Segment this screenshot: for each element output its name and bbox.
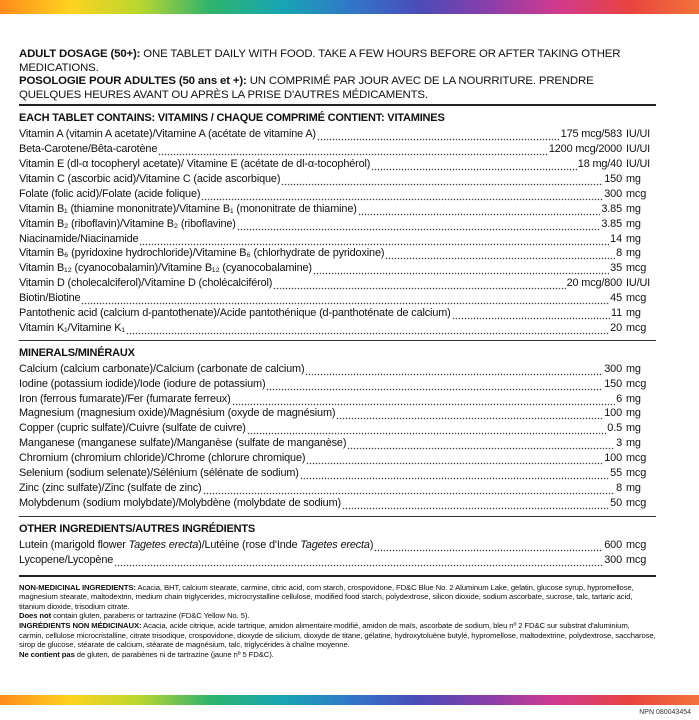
vitamin-row — [19, 275, 656, 290]
mineral-name: Iodine (potassium iodide)/Iode (iodure de potassium) — [19, 377, 266, 390]
mineral-row — [19, 361, 656, 376]
mineral-unit: mg — [626, 481, 641, 494]
dot-leader — [452, 309, 610, 320]
vitamin-row — [19, 201, 656, 216]
dot-leader — [306, 454, 603, 465]
minerals-header: MINERALS/MINÉRAUX — [19, 346, 135, 359]
dosage-en-label: ADULT DOSAGE (50+): — [19, 48, 141, 60]
vitamin-amount: 45 — [610, 292, 622, 305]
vitamin-amount: 8 — [616, 247, 622, 260]
nmi-text: Acacia, BHT, calcium stearate, carmine, citric acid, corn starch, crospovidone, FD&C Blue No. 2 Aluminum Lake, gelatin, glucose syrup, hypromellose, magnesium stearate, maltodextrin, medium chain triglycerides, microcrystalline cellulose, modified food starch, polydextrose, silicon dioxide, sodium ascorbate, sucrose, talc, tartaric acid, titanium dioxide, trisodium citrate. — [19, 582, 634, 611]
mineral-row — [19, 480, 656, 495]
dot-leader — [374, 541, 603, 552]
mineral-amount: 55 — [610, 466, 622, 479]
mineral-name: Magnesium (magnesium oxide)/Magnésium (oxyde de magnésium) — [19, 407, 336, 420]
vitamin-amount: 11 — [610, 306, 622, 319]
vitamin-unit: mg — [626, 306, 641, 319]
dnc-label: Does not — [19, 611, 52, 621]
npn-number: NPN 08004345​4 — [639, 709, 691, 716]
ingredient-name: Lutein (marigold flower Tagetes erecta)/Lutéine (rose d'Inde Tagetes erecta) — [19, 538, 374, 551]
mineral-row — [19, 406, 656, 421]
ingredient-row-lutein — [19, 537, 656, 552]
mineral-row — [19, 376, 656, 391]
mineral-unit: mcg — [626, 377, 647, 390]
mineral-row — [19, 495, 656, 510]
vitamin-name: Vitamin E (dl-α tocopheryl acetate)/ Vitamine E (acétate de dl-α-tocophérol) — [19, 158, 371, 171]
mineral-unit: mg — [626, 362, 641, 375]
vitamin-amount: 20 — [610, 321, 622, 334]
divider — [19, 104, 656, 106]
nmi-label: NON-MEDICINAL INGREDIENTS: — [19, 582, 136, 592]
dot-leader — [300, 469, 609, 480]
dot-leader — [201, 190, 603, 201]
vitamin-unit: mg — [626, 202, 641, 215]
dot-leader — [358, 205, 601, 216]
vitamin-name: Vitamin C (ascorbic acid)/Vitamine C (acide ascorbique) — [19, 172, 281, 185]
mineral-amount: 0.5 — [607, 422, 622, 435]
ingredient-unit: mcg — [626, 538, 647, 551]
dot-leader — [266, 380, 603, 391]
dosage-en-text: ONE TABLET DAILY WITH FOOD. TAKE A FEW HOURS BEFORE OR AFTER TAKING OTHER MEDICATIONS. — [19, 48, 621, 74]
vitamin-name: Vitamin K₁/Vitamine K₁ — [19, 321, 125, 334]
dot-leader — [317, 130, 560, 141]
fine-print — [19, 583, 656, 660]
vitamin-name: Vitamin D (cholecalciferol)/Vitamine D (cholécalciférol) — [19, 277, 273, 290]
mineral-amount: 3 — [616, 437, 622, 450]
vitamin-name: Vitamin B₁₂ (cyanocobalamin)/Vitamine B₁₂ (cyanocobalamine) — [19, 262, 312, 275]
dot-leader — [237, 220, 601, 231]
mineral-unit: mcg — [626, 452, 647, 465]
mineral-row — [19, 465, 656, 480]
mineral-row — [19, 420, 656, 435]
mineral-unit: mg — [626, 422, 641, 435]
minerals-list — [19, 361, 656, 510]
vitamin-name: Beta-Carotene/Bêta-carotène — [19, 143, 158, 156]
vitamin-row — [19, 231, 656, 246]
dot-leader — [232, 395, 615, 406]
vitamin-amount: 3.85 — [601, 217, 622, 230]
vitamin-row — [19, 186, 656, 201]
vitamin-name: Vitamin B₆ (pyridoxine hydrochloride)/Vitamine B₆ (chlorhydrate de pyridoxine) — [19, 247, 385, 260]
vitamins-section — [19, 112, 656, 334]
vitamin-name: Vitamin B₁ (thiamine mononitrate)/Vitamine B₁ (mononitrate de thiamine) — [19, 202, 357, 215]
vitamin-row — [19, 171, 656, 186]
vitamins-header: EACH TABLET CONTAINS: VITAMINS / CHAQUE COMPRIMÉ CONTIENT: VITAMINES — [19, 112, 445, 125]
dot-leader — [139, 235, 609, 246]
ingredient-unit: mcg — [626, 553, 647, 566]
vitamin-name: Pantothenic acid (calcium d-pantothenate)/Acide pantothénique (d-panthoténate de calcium) — [19, 306, 451, 319]
mineral-name: Calcium (calcium carbonate)/Calcium (carbonate de calcium) — [19, 362, 305, 375]
vitamin-name: Vitamin A (vitamin A acetate)/Vitamine A (acétate de vitamine A) — [19, 128, 316, 141]
mineral-name: Manganese (manganese sulfate)/Manganèse (sulfate de manganèse) — [19, 437, 347, 450]
dot-leader — [305, 365, 603, 376]
supplement-facts-panel — [19, 48, 656, 659]
mineral-name: Chromium (chromium chloride)/Chrome (chlorure chromique) — [19, 452, 306, 465]
vitamin-unit: mg — [626, 172, 641, 185]
vitamins-list — [19, 126, 656, 334]
vitamin-amount: 300 — [604, 187, 622, 200]
vitamin-amount: 175 mcg/583 — [560, 128, 622, 141]
vitamin-name: Folate (folic acid)/Folate (acide folique) — [19, 187, 201, 200]
vitamin-row — [19, 126, 656, 141]
mineral-amount: 150 — [604, 377, 622, 390]
dot-leader — [347, 439, 615, 450]
dnc-text: contain gluten, parabens or tartrazine (FD&C Yellow No. 5). — [51, 611, 250, 621]
vitamin-unit: IU/UI — [626, 143, 651, 156]
dosage-section — [19, 48, 656, 102]
dot-leader — [203, 484, 616, 495]
mineral-name: Molybdenum (sodium molybdate)/Molybdène (molybdate de sodium) — [19, 496, 341, 509]
dot-leader — [158, 145, 548, 156]
mineral-amount: 100 — [604, 407, 622, 420]
mineral-amount: 300 — [604, 362, 622, 375]
mineral-unit: mg — [626, 437, 641, 450]
vitamin-unit: mg — [626, 232, 641, 245]
vitamin-amount: 20 mcg/800 — [566, 277, 622, 290]
vitamin-row — [19, 216, 656, 231]
ingredient-name: Lycopene/Lycopène — [19, 553, 114, 566]
mineral-row — [19, 450, 656, 465]
dot-leader — [281, 175, 603, 186]
mineral-amount: 6 — [616, 392, 622, 405]
vitamin-unit: IU/UI — [626, 158, 651, 171]
vitamin-unit: mg — [626, 217, 641, 230]
minerals-section — [19, 347, 656, 510]
mineral-unit: mg — [626, 392, 641, 405]
dot-leader — [342, 499, 609, 510]
dot-leader — [247, 424, 607, 435]
dot-leader — [385, 249, 615, 260]
dot-leader — [371, 160, 577, 171]
vitamin-row — [19, 246, 656, 261]
dot-leader — [114, 556, 603, 567]
divider — [19, 516, 656, 517]
vitamin-amount: 150 — [604, 172, 622, 185]
inm-label: INGRÉDIENTS NON MÉDICINAUX: — [19, 620, 142, 630]
vitamin-row — [19, 141, 656, 156]
dot-leader — [313, 264, 609, 275]
mineral-amount: 8 — [616, 481, 622, 494]
mineral-name: Selenium (sodium selenate)/Sélénium (sélénate de sodium) — [19, 466, 299, 479]
vitamin-unit: mcg — [626, 321, 647, 334]
vitamin-name: Vitamin B₂ (riboflavin)/Vitamine B₂ (riboflavine) — [19, 217, 236, 230]
vitamin-amount: 35 — [610, 262, 622, 275]
vitamin-row — [19, 305, 656, 320]
vitamin-row — [19, 320, 656, 335]
mineral-unit: mcg — [626, 496, 647, 509]
vitamin-unit: mcg — [626, 292, 647, 305]
other-ingredients-section — [19, 523, 656, 567]
nc-text: de gluten, de parabènes ni de tartrazine (jaune nº 5 FD&C). — [74, 649, 274, 659]
vitamin-amount: 14 — [610, 232, 622, 245]
vitamin-row — [19, 290, 656, 305]
mineral-row — [19, 435, 656, 450]
divider — [19, 340, 656, 341]
mineral-amount: 50 — [610, 496, 622, 509]
rainbow-band-top — [0, 0, 699, 14]
rainbow-band-bottom — [0, 695, 699, 705]
ingredient-amount: 600 — [604, 538, 622, 551]
dosage-fr-text: UN COMPRIMÉ PAR JOUR AVEC DE LA NOURRITURE. PRENDRE QUELQUES HEURES AVANT OU APRÈS LA PRISE D'AUTRES MÉDICAMENTS. — [19, 75, 594, 101]
vitamin-unit: mcg — [626, 262, 647, 275]
vitamin-row — [19, 156, 656, 171]
mineral-row — [19, 391, 656, 406]
dot-leader — [336, 409, 603, 420]
vitamin-amount: 18 mg/40 — [577, 158, 622, 171]
vitamin-name: Biotin/Biotine — [19, 292, 81, 305]
vitamin-amount: 1200 mcg/2000 — [548, 143, 622, 156]
vitamin-unit: mcg — [626, 187, 647, 200]
inm-text: Acacia, acide citrique, acide tartrique, amidon alimentaire modifié, amidon de maïs, ascorbate de sodium, bleu nº 2 FD&C sur substrat d'aluminium, carmin, cellulose microcristalline, citrate trisodique, crospovidone, dioxyde de silicium, dioxyde de titane, gélatine, hydroxytoluène butylé, hypromellose, maltodextrine, polydextrose, saccharose, sirop de glucose, stéarate de calcium, stéarate de magnésium, talc, triglycérides à chaîne moyenne. — [19, 620, 656, 650]
mineral-name: Copper (cupric sulfate)/Cuivre (sulfate de cuivre) — [19, 422, 246, 435]
mineral-amount: 100 — [604, 452, 622, 465]
vitamin-unit: mg — [626, 247, 641, 260]
mineral-unit: mg — [626, 407, 641, 420]
vitamin-name: Niacinamide/Niacinamide — [19, 232, 139, 245]
divider — [19, 575, 656, 577]
vitamin-unit: IU/UI — [626, 277, 651, 290]
other-header: OTHER INGREDIENTS/AUTRES INGRÉDIENTS — [19, 522, 256, 535]
ingredient-amount: 300 — [604, 553, 622, 566]
vitamin-amount: 3.85 — [601, 202, 622, 215]
vitamin-unit: IU/UI — [626, 128, 651, 141]
mineral-unit: mcg — [626, 466, 647, 479]
dot-leader — [273, 279, 565, 290]
mineral-name: Zinc (zinc sulfate)/Zinc (sulfate de zinc) — [19, 481, 202, 494]
vitamin-row — [19, 260, 656, 275]
dosage-fr-label: POSOLOGIE POUR ADULTES (50 ans et +): — [19, 75, 247, 88]
nc-label: Ne contient pas — [19, 649, 75, 659]
dot-leader — [126, 324, 609, 335]
mineral-name: Iron (ferrous fumarate)/Fer (fumarate ferreux) — [19, 392, 231, 405]
dot-leader — [81, 294, 609, 305]
ingredient-row-lycopene — [19, 552, 656, 567]
